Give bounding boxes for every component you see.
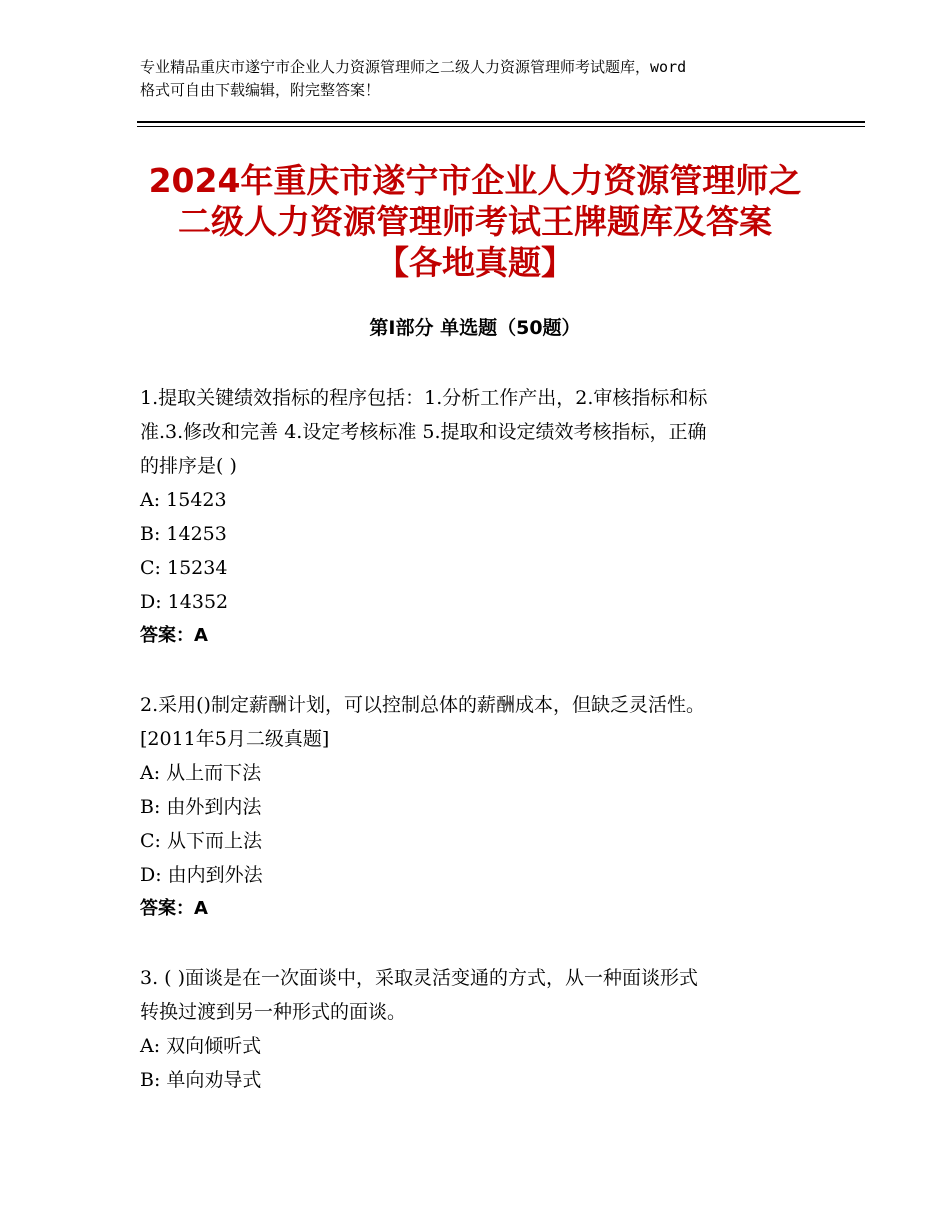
question-3-option-b: B: 单向劝导式 <box>140 1069 262 1091</box>
question-3-option-a: A: 双向倾听式 <box>140 1035 262 1057</box>
question-1-text-line-1: 1.提取关键绩效指标的程序包括：1.分析工作产出，2.审核指标和标 <box>140 387 708 409</box>
header-divider-thick <box>137 121 865 123</box>
question-2-option-a: A: 从上而下法 <box>140 762 262 784</box>
section-heading: 第Ⅰ部分 单选题（50题） <box>369 317 581 339</box>
question-1-option-b: B: 14253 <box>140 523 227 545</box>
document-title <box>100 160 850 283</box>
question-2-option-b: B: 由外到内法 <box>140 796 262 818</box>
header-note-line-1: 专业精品重庆市遂宁市企业人力资源管理师之二级人力资源管理师考试题库，word <box>140 58 687 76</box>
question-2-answer: 答案：A <box>140 898 208 919</box>
question-2-text-line-2: [2011年5月二级真题] <box>140 728 330 750</box>
question-1-answer: 答案：A <box>140 625 208 646</box>
header-note-line-2: 格式可自由下载编辑，附完整答案！ <box>140 81 381 99</box>
question-1-text-line-2: 准.3.修改和完善 4.设定考核标准 5.提取和设定绩效考核指标，正确 <box>140 421 707 443</box>
question-3-text-line-2: 转换过渡到另一种形式的面谈。 <box>140 1001 407 1023</box>
question-1-option-a: A: 15423 <box>140 489 227 511</box>
document-title-line-1: 2024年重庆市遂宁市企业人力资源管理师之 <box>148 161 802 200</box>
question-2-text-line-1: 2.采用()制定薪酬计划，可以控制总体的薪酬成本，但缺乏灵活性。 <box>140 694 705 716</box>
question-1-option-d: D: 14352 <box>140 591 229 613</box>
header-note <box>140 56 830 102</box>
question-1-option-c: C: 15234 <box>140 557 228 579</box>
header-divider-thin <box>137 126 865 127</box>
question-3-text-line-1: 3. ( )面谈是在一次面谈中，采取灵活变通的方式，从一种面谈形式 <box>140 967 699 989</box>
question-2-option-c: C: 从下而上法 <box>140 830 262 852</box>
document-title-line-2: 二级人力资源管理师考试王牌题库及答案 <box>178 202 772 241</box>
question-1-text-line-3: 的排序是( ) <box>140 455 237 477</box>
question-2-option-d: D: 由内到外法 <box>140 864 263 886</box>
document-title-line-3: 【各地真题】 <box>376 243 574 282</box>
